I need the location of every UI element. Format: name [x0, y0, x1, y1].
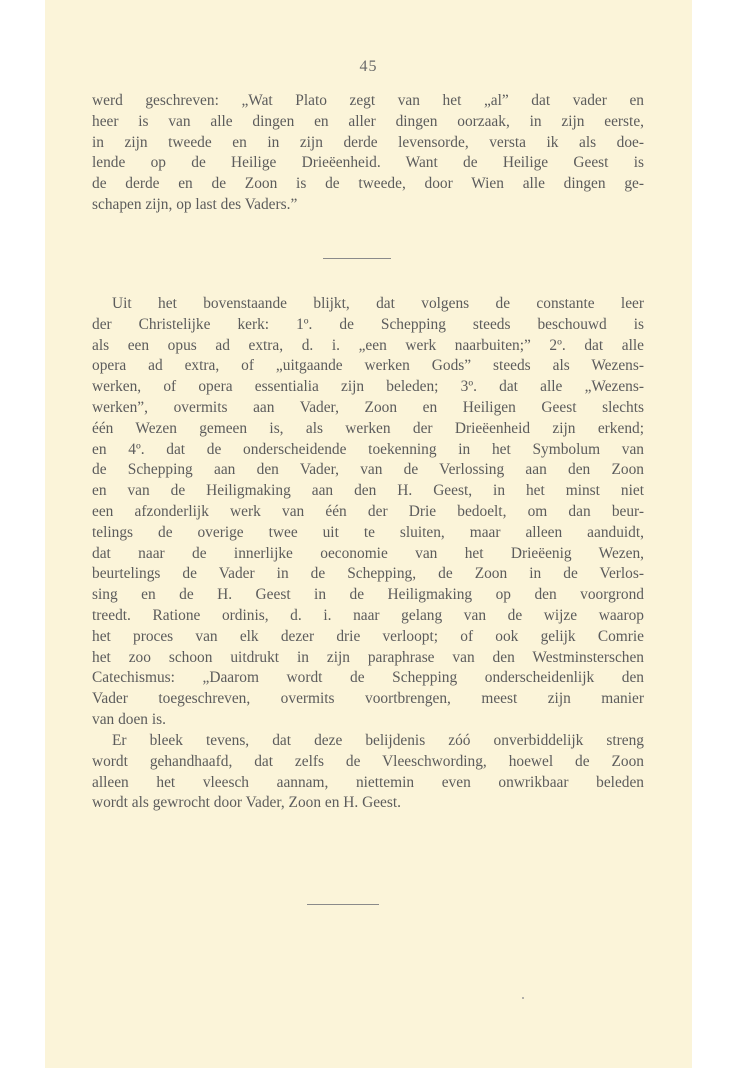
text-line: lende op de Heilige Drieëenheid. Want de Heilige Geest is: [92, 154, 644, 172]
text-line: Uit het bovenstaande blijkt, dat volgens de constante leer: [112, 295, 644, 312]
text-line: beurtelings de Vader in de Schepping, de Zoon in de Verlos-: [92, 565, 644, 583]
text-line: opera ad extra, of „uitgaande werken Gods” steeds als Wezens-: [92, 357, 644, 375]
end-divider: [307, 904, 379, 905]
text-line: Vader toegeschreven, overmits voortbrengen, meest zijn manier: [92, 690, 644, 708]
text-line: wordt als gewrocht door Vader, Zoon en H. Geest.: [92, 794, 401, 812]
text-line: heer is van alle dingen en aller dingen oorzaak, in zijn eerste,: [92, 112, 644, 130]
text-line: één Wezen gemeen is, als werken der Drieëenheid zijn erkend;: [92, 419, 644, 437]
speck-mark: [522, 997, 524, 999]
text-line: Er bleek tevens, dat deze belijdenis zóó onverbiddelijk streng: [112, 732, 644, 749]
text-line: alleen het vleesch aannam, niettemin even onwrikbaar beleden: [92, 773, 644, 791]
text-line: Catechismus: „Daarom wordt de Schepping onderscheidenlijk den: [92, 669, 644, 687]
text-line: en van de Heiligmaking aan den H. Geest, in het minst niet: [92, 482, 644, 500]
quote-block: [92, 91, 644, 216]
text-line: en 4º. dat de onderscheidende toekenning in het Symbolum van: [92, 440, 644, 458]
text-line: werken, of opera essentialia zijn beleden; 3º. dat alle „Wezens-: [92, 378, 644, 396]
text-line: sing en de H. Geest in de Heiligmaking op den voorgrond: [92, 586, 644, 604]
text-line: schapen zijn, op last des Vaders.”: [92, 195, 298, 213]
book-page: [45, 0, 692, 1068]
text-line: treedt. Ratione ordinis, d. i. naar gelang van de wijze waarop: [92, 606, 644, 624]
text-line: telings de overige twee uit te sluiten, maar alleen aanduidt,: [92, 523, 644, 541]
text-line: wordt gehandhaafd, dat zelfs de Vleeschwording, hoewel de Zoon: [92, 752, 644, 770]
text-line: van doen is.: [92, 710, 166, 728]
text-line: de derde en de Zoon is de tweede, door Wien alle dingen ge-: [92, 175, 644, 193]
text-line: als een opus ad extra, d. i. „een werk naarbuiten;” 2º. dat alle: [92, 336, 644, 354]
text-line: een afzonderlijk werk van één der Drie bedoelt, om dan beur-: [92, 502, 644, 520]
text-line: werken”, overmits aan Vader, Zoon en Heiligen Geest slechts: [92, 398, 644, 416]
text-line: in zijn tweede en in zijn derde levensorde, versta ik als doe-: [92, 133, 644, 151]
paragraph-1: [92, 294, 644, 731]
text-line: de Schepping aan den Vader, van de Verlossing aan den Zoon: [92, 461, 644, 479]
paragraph-2: [92, 731, 644, 814]
page-number: 45: [359, 58, 378, 75]
text-line: der Christelijke kerk: 1º. de Schepping steeds beschouwd is: [92, 315, 644, 333]
text-line: werd geschreven: „Wat Plato zegt van het „al” dat vader en: [92, 92, 644, 109]
text-line: het zoo schoon uitdrukt in zijn paraphrase van den Westminsterschen: [92, 648, 644, 666]
text-line: dat naar de innerlijke oeconomie van het Drieëenig Wezen,: [92, 544, 644, 562]
text-line: het proces van elk dezer drie verloopt; of ook gelijk Comrie: [92, 627, 644, 645]
section-divider: [323, 258, 391, 259]
